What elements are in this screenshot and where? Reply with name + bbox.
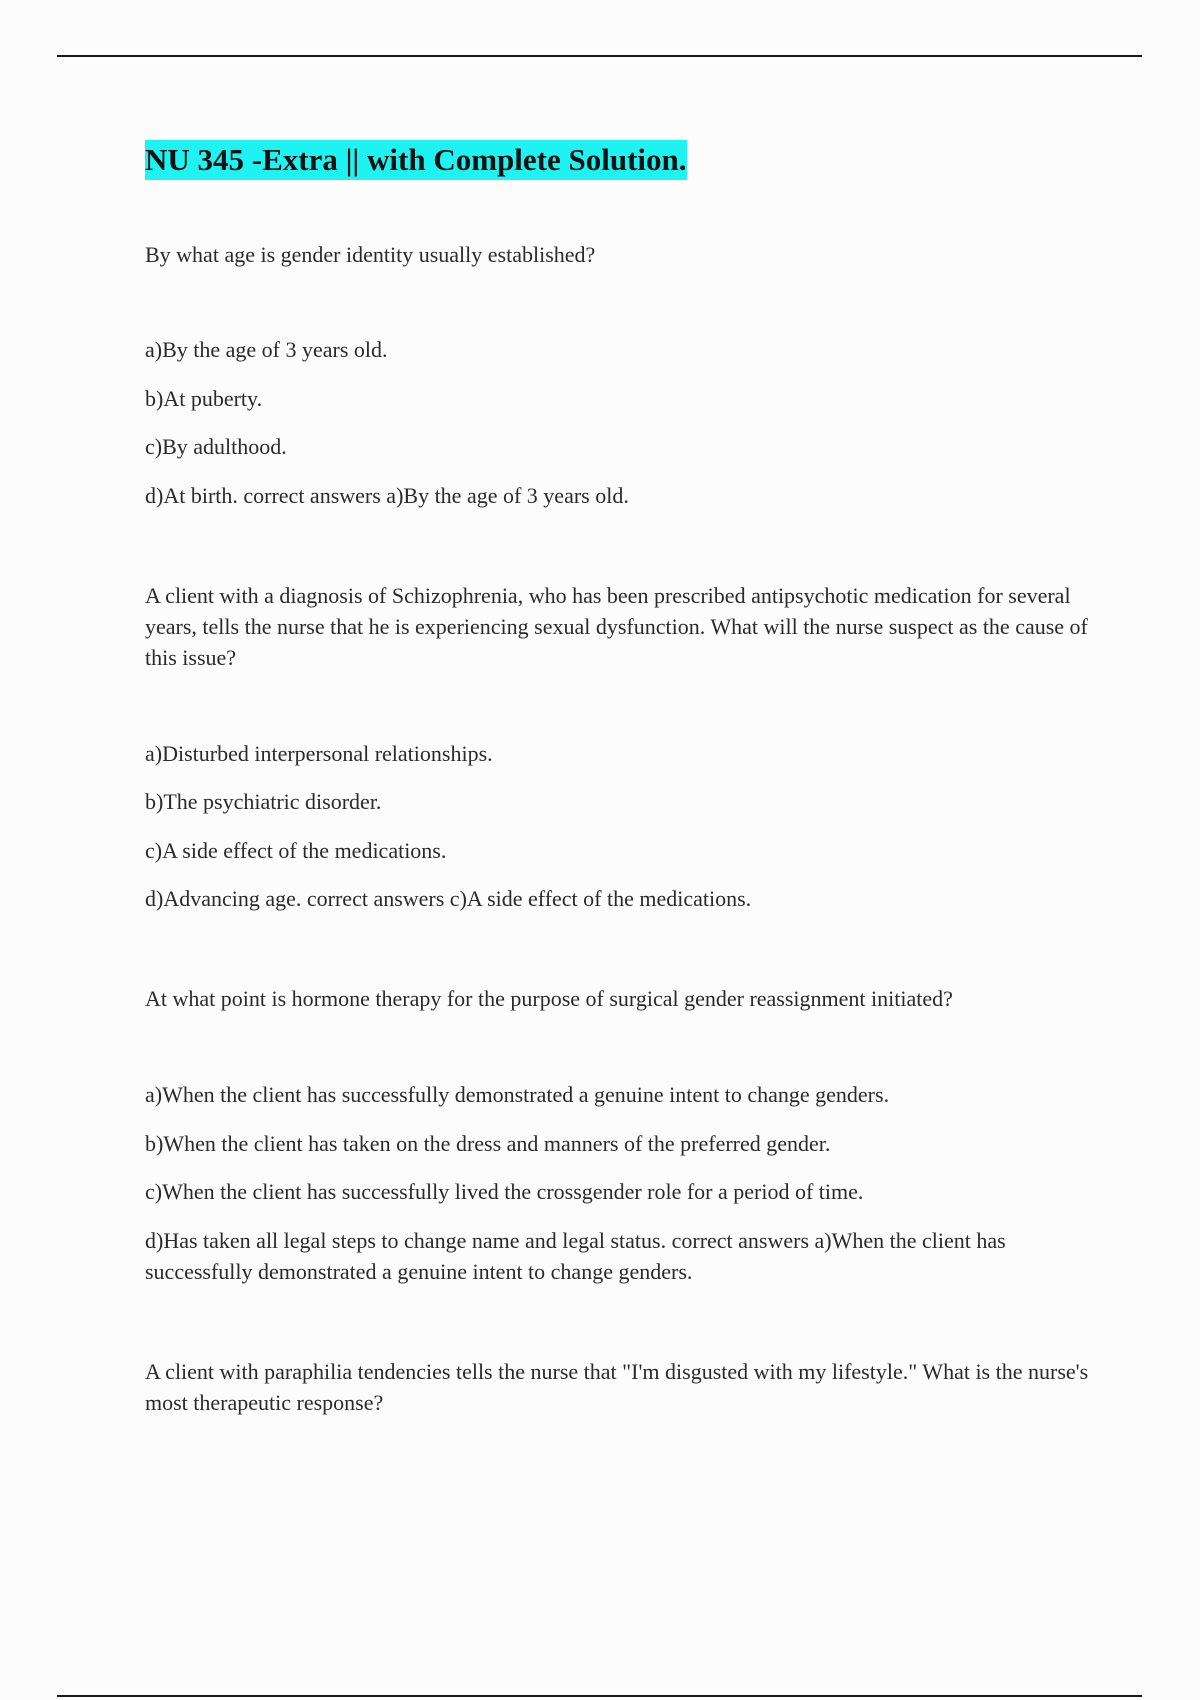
question-3-options — [145, 1079, 1095, 1287]
question-3-prompt: At what point is hormone therapy for the purpose of surgical gender reassignment initiated? — [145, 986, 953, 1011]
header-rule — [57, 55, 1142, 57]
question-2-option-a: a)Disturbed interpersonal relationships. — [145, 740, 493, 766]
question-1-option-d: d)At birth. correct answers a)By the age of 3 years old. — [145, 482, 629, 508]
footer-rule — [57, 1695, 1142, 1697]
question-2-option-c: c)A side effect of the medications. — [145, 837, 447, 863]
question-3-option-d: d)Has taken all legal steps to change name and legal status. correct answers a)When the client has successfully demonstrated a genuine intent to change genders. — [145, 1227, 1006, 1284]
question-3-option-b: b)When the client has taken on the dress and manners of the preferred gender. — [145, 1130, 831, 1156]
question-1-option-c: c)By adulthood. — [145, 434, 287, 459]
question-1-options — [145, 334, 1095, 511]
question-2-options — [145, 738, 1095, 915]
question-2-option-b: b)The psychiatric disorder. — [145, 789, 382, 814]
question-1-option-a: a)By the age of 3 years old. — [145, 337, 388, 362]
question-3-option-c: c)When the client has successfully lived the crossgender role for a period of time. — [145, 1179, 864, 1204]
question-2-prompt: A client with a diagnosis of Schizophrenia, who has been prescribed antipsychotic medication for several years, tells the nurse that he is experiencing sexual dysfunction. What will the nurse suspect as the cause of this issue? — [145, 582, 1088, 670]
question-2-option-d: d)Advancing age. correct answers c)A side effect of the medications. — [145, 886, 752, 911]
question-1-option-b: b)At puberty. — [145, 385, 263, 411]
question-4-prompt: A client with paraphilia tendencies tells the nurse that "I'm disgusted with my lifestyle." What is the nurse's most therapeutic response? — [145, 1358, 1089, 1415]
document-body — [145, 140, 1095, 1418]
document-title: NU 345 -Extra || with Complete Solution. — [145, 140, 687, 180]
question-1-prompt: By what age is gender identity usually established? — [145, 242, 596, 267]
question-3-option-a: a)When the client has successfully demonstrated a genuine intent to change genders. — [145, 1082, 890, 1107]
